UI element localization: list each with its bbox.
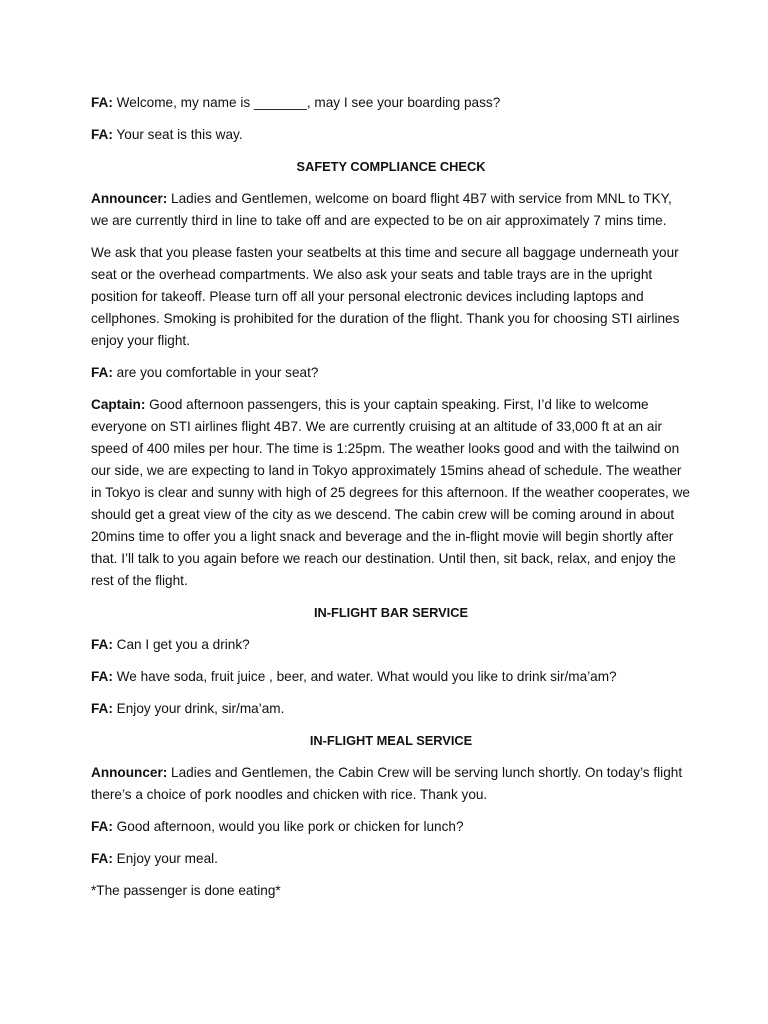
speaker-label: FA: [91,127,113,142]
dialogue-line [91,188,691,232]
dialogue-line [91,762,691,806]
dialogue-line [91,362,691,384]
speaker-label: FA: [91,701,113,716]
dialogue-text: are you comfortable in your seat? [112,365,319,380]
dialogue-text: Good afternoon passengers, this is your captain speaking. First, I’d like to welcome everyone on STI airlines flight 4B7. We are currently cruising at an altitude of 33,000 ft at an air speed of 400 miles per hour. The time is 1:25pm. The weather looks good and with the tailwind on our side, we are expecting to land in Tokyo approximately 15mins ahead of schedule. The weather in Tokyo is clear and sunny with high of 25 degrees for this afternoon. If the weather cooperates, we should get a great view of the city as we descend. The cabin crew will be coming around in about 20mins time to offer you a light snack and beverage and the in-flight movie will begin shortly after that. I’ll talk to you again before we reach our destination. Until then, sit back, relax, and enjoy the rest of the flight. [91,397,690,588]
speaker-label: Announcer: [91,765,168,780]
dialogue-line [91,816,691,838]
dialogue-text: Good afternoon, would you like pork or chicken for lunch? [112,819,464,834]
document-body [91,92,691,912]
dialogue-line [91,124,691,146]
dialogue-text: *The passenger is done eating* [91,883,281,898]
speaker-label: FA: [91,95,113,110]
dialogue-text: We ask that you please fasten your seatbelts at this time and secure all baggage underneath your seat or the overhead compartments. We also ask your seats and table trays are in the upright position for takeoff. Please turn off all your personal electronic devices including laptops and cellphones. Smoking is prohibited for the duration of the flight. Thank you for choosing STI airlines enjoy your flight. [91,245,680,348]
speaker-label: FA: [91,851,113,866]
dialogue-text: Can I get you a drink? [112,637,250,652]
dialogue-line [91,92,691,114]
dialogue-text: Enjoy your drink, sir/ma’am. [112,701,285,716]
speaker-label: FA: [91,637,113,652]
dialogue-text: Your seat is this way. [112,127,243,142]
dialogue-line [91,634,691,656]
dialogue-text: Ladies and Gentlemen, welcome on board flight 4B7 with service from MNL to TKY, we are currently third in line to take off and are expected to be on air approximately 7 mins time. [91,191,672,228]
speaker-label: FA: [91,669,113,684]
section-heading: SAFETY COMPLIANCE CHECK [296,159,486,174]
speaker-label: FA: [91,819,113,834]
dialogue-text: Ladies and Gentlemen, the Cabin Crew will be serving lunch shortly. On today’s flight there’s a choice of pork noodles and chicken with rice. Thank you. [91,765,683,802]
speaker-label: Captain: [91,397,146,412]
dialogue-text: We have soda, fruit juice , beer, and water. What would you like to drink sir/ma’am? [112,669,617,684]
dialogue-line [91,394,691,592]
dialogue-line [91,698,691,720]
dialogue-text: Welcome, my name is _______, may I see your boarding pass? [112,95,501,110]
section-heading: IN-FLIGHT BAR SERVICE [313,605,469,620]
speaker-label: FA: [91,365,113,380]
speaker-label: Announcer: [91,191,168,206]
dialogue-line [91,848,691,870]
dialogue-line [91,666,691,688]
dialogue-text: Enjoy your meal. [112,851,218,866]
stage-direction [91,880,691,902]
section-heading: IN-FLIGHT MEAL SERVICE [309,733,473,748]
dialogue-line [91,242,691,352]
